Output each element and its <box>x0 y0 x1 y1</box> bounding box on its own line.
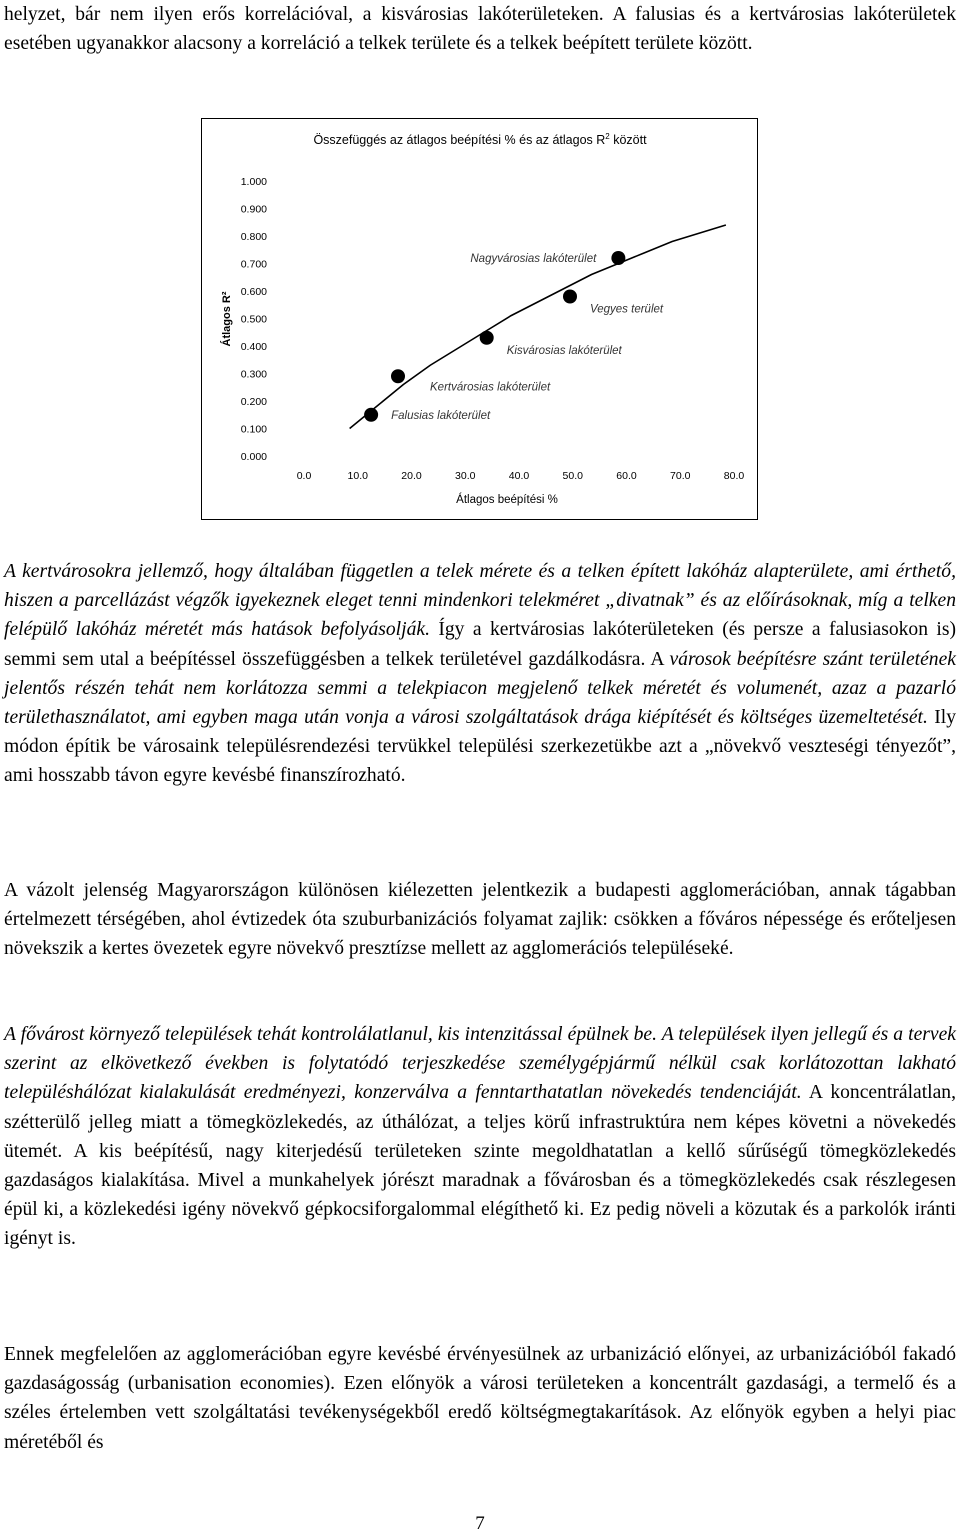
y-tick-label: 0.300 <box>240 368 267 381</box>
y-tick-label: 0.100 <box>240 423 267 436</box>
y-tick-label: 0.000 <box>240 451 267 463</box>
data-point <box>480 331 494 345</box>
x-tick-label: 70.0 <box>670 470 691 482</box>
chart-title-main: Összefüggés az átlagos beépítési % és az átlagos R <box>313 133 606 147</box>
chart-title-sup: 2 <box>605 132 610 141</box>
data-point <box>563 290 577 304</box>
p3-run-0: A fővárost környező települések tehát kontrolálatlanul, kis intenzitással épülnek be. A települések ilyen jellegű és a tervek szerint az elkövetkező években is folytatódó terjeszkedése személygépjármű nélkül csak korlátozottan lakható településhálózat kialakulását eredményezi, konzerválva a fenntarthatatlan növekedés tendenciáját. <box>4 1024 956 1104</box>
y-tick-label: 0.700 <box>240 258 267 271</box>
x-tick-label: 50.0 <box>562 470 583 482</box>
y-axis-label: Átlagos R² <box>221 291 233 347</box>
p1-run-0: A kertvárosokra jellemző, hogy általában független a telek mérete és a telken épített lakóház alapterülete, ami érthető, hiszen a parcellázást végzők igyekeznek eleget tenni mindenkori telekméret „divatnak” és az előírásoknak, míg a telken felépülő lakóház méretét más hatások befolyásolják. <box>4 561 956 641</box>
data-point-label: Nagyvárosias lakóterület <box>470 253 597 265</box>
y-tick-label: 0.800 <box>240 231 267 243</box>
y-tick-label: 0.200 <box>240 396 267 408</box>
x-tick-label: 0.0 <box>296 470 312 482</box>
data-point <box>364 408 378 422</box>
chart-title-end: között <box>609 133 647 147</box>
y-tick-label: 0.400 <box>240 341 267 353</box>
data-point <box>611 251 625 265</box>
p1-run-2: városok beépítésre szánt területének jelentős részén tehát nem korlátozza semmi a telekpiacon megjelenő telkek méretét és volumenét, azaz a pazarló területhasználatot, ami egyben maga után vonja a városi szolgáltatások drága kiépítését és költséges üzemeltetését. <box>4 648 956 729</box>
x-tick-label: 40.0 <box>508 470 530 482</box>
paragraph-kertvarosok <box>4 557 956 791</box>
chart-title <box>313 132 647 147</box>
paragraph-intro <box>4 0 956 58</box>
p3-run-1: A koncentrálatlan, szétterülő jelleg miatt a tömegközlekedés, az úthálózat, a teljes körű infrastruktúra nem képes követni a növekedés ütemét. A kis beépítésű, nagy kiterjedésű területeken szinte megoldhatatlan a kellő sűrűségű tömegközlekedés gazdaságos kialakítása. Mivel a munkahelyek jórészt maradnak a fővárosban és a tömegközlekedés csak részlegesen épül ki, a közlekedési igény növekvő gépkocsiforgalommal elégíthető ki. Ez pedig növeli a közutak és a parkolók iránti igényt is. <box>4 1082 957 1250</box>
p1-run-1: Így a kertvárosias lakóterületeken (és persze a falusiasokon is) semmi sem utal a beépítéssel összefüggésben a telkek területével gazdálkodásra. A <box>4 619 956 670</box>
data-point-label: Falusias lakóterület <box>391 409 491 422</box>
data-point-label: Vegyes terület <box>590 303 664 316</box>
paragraph-agglomeracio <box>4 876 956 964</box>
p1-run-3: Ily módon építik be városaink településrendezési tervükkel települési szerkezetükbe azt a „növekvő veszteségi tényezőt”, ami hosszabb távon egyre kevésbé finanszírozható. <box>4 707 956 787</box>
x-tick-label: 20.0 <box>401 470 422 482</box>
p2-run-0: A vázolt jelenség Magyarországon különösen kiélezetten jelentkezik a budapesti agglomerációban, annak tágabban értelmezett térségében, ahol évtizedek óta szuburbanizációs folyamat zajlik: csökken a főváros népessége és erőteljesen növekszik a kertes övezetek egyre növekvő presztízse mellett az agglomerációs településeké. <box>4 880 956 960</box>
y-tick-label: 0.500 <box>240 313 267 326</box>
x-tick-label: 30.0 <box>455 470 476 482</box>
p0-run-0: helyzet, bár nem ilyen erős korrelációval, a kisvárosias lakóterületeken. A falusias és a kertvárosias lakóterületek esetében ugyanakkor alacsony a korreláció a telkek területe és a telkek beépített területe között. <box>4 4 956 55</box>
data-point-label: Kertvárosias lakóterület <box>430 381 551 394</box>
data-point <box>391 369 405 383</box>
x-tick-label: 10.0 <box>347 470 368 482</box>
x-tick-label: 80.0 <box>723 470 745 482</box>
paragraph-urbanizacio <box>4 1340 956 1457</box>
y-tick-label: 0.600 <box>240 286 267 298</box>
paragraph-fovaros <box>4 1020 956 1254</box>
x-tick-label: 60.0 <box>616 470 637 482</box>
chart-svg <box>202 119 759 521</box>
y-tick-label: 0.900 <box>240 203 267 216</box>
data-point-label: Kisvárosias lakóterület <box>506 344 622 357</box>
y-tick-label: 1.000 <box>240 176 267 188</box>
scatter-chart <box>201 118 758 520</box>
x-axis-label: Átlagos beépítési % <box>456 494 558 506</box>
p4-run-0: Ennek megfelelően az agglomerációban egyre kevésbé érvényesülnek az urbanizáció előnyei, az urbanizációból fakadó gazdaságosság (urbanisation economies). Ezen előnyök a városi területeken a koncentrált gazdasági, a termelő és a széles értelemben vett szolgáltatási tevékenységekből eredő költségmegtakarítások. Az előnyök egyben a helyi piac méretéből és <box>4 1344 956 1453</box>
page-number: 7 <box>475 1513 485 1534</box>
